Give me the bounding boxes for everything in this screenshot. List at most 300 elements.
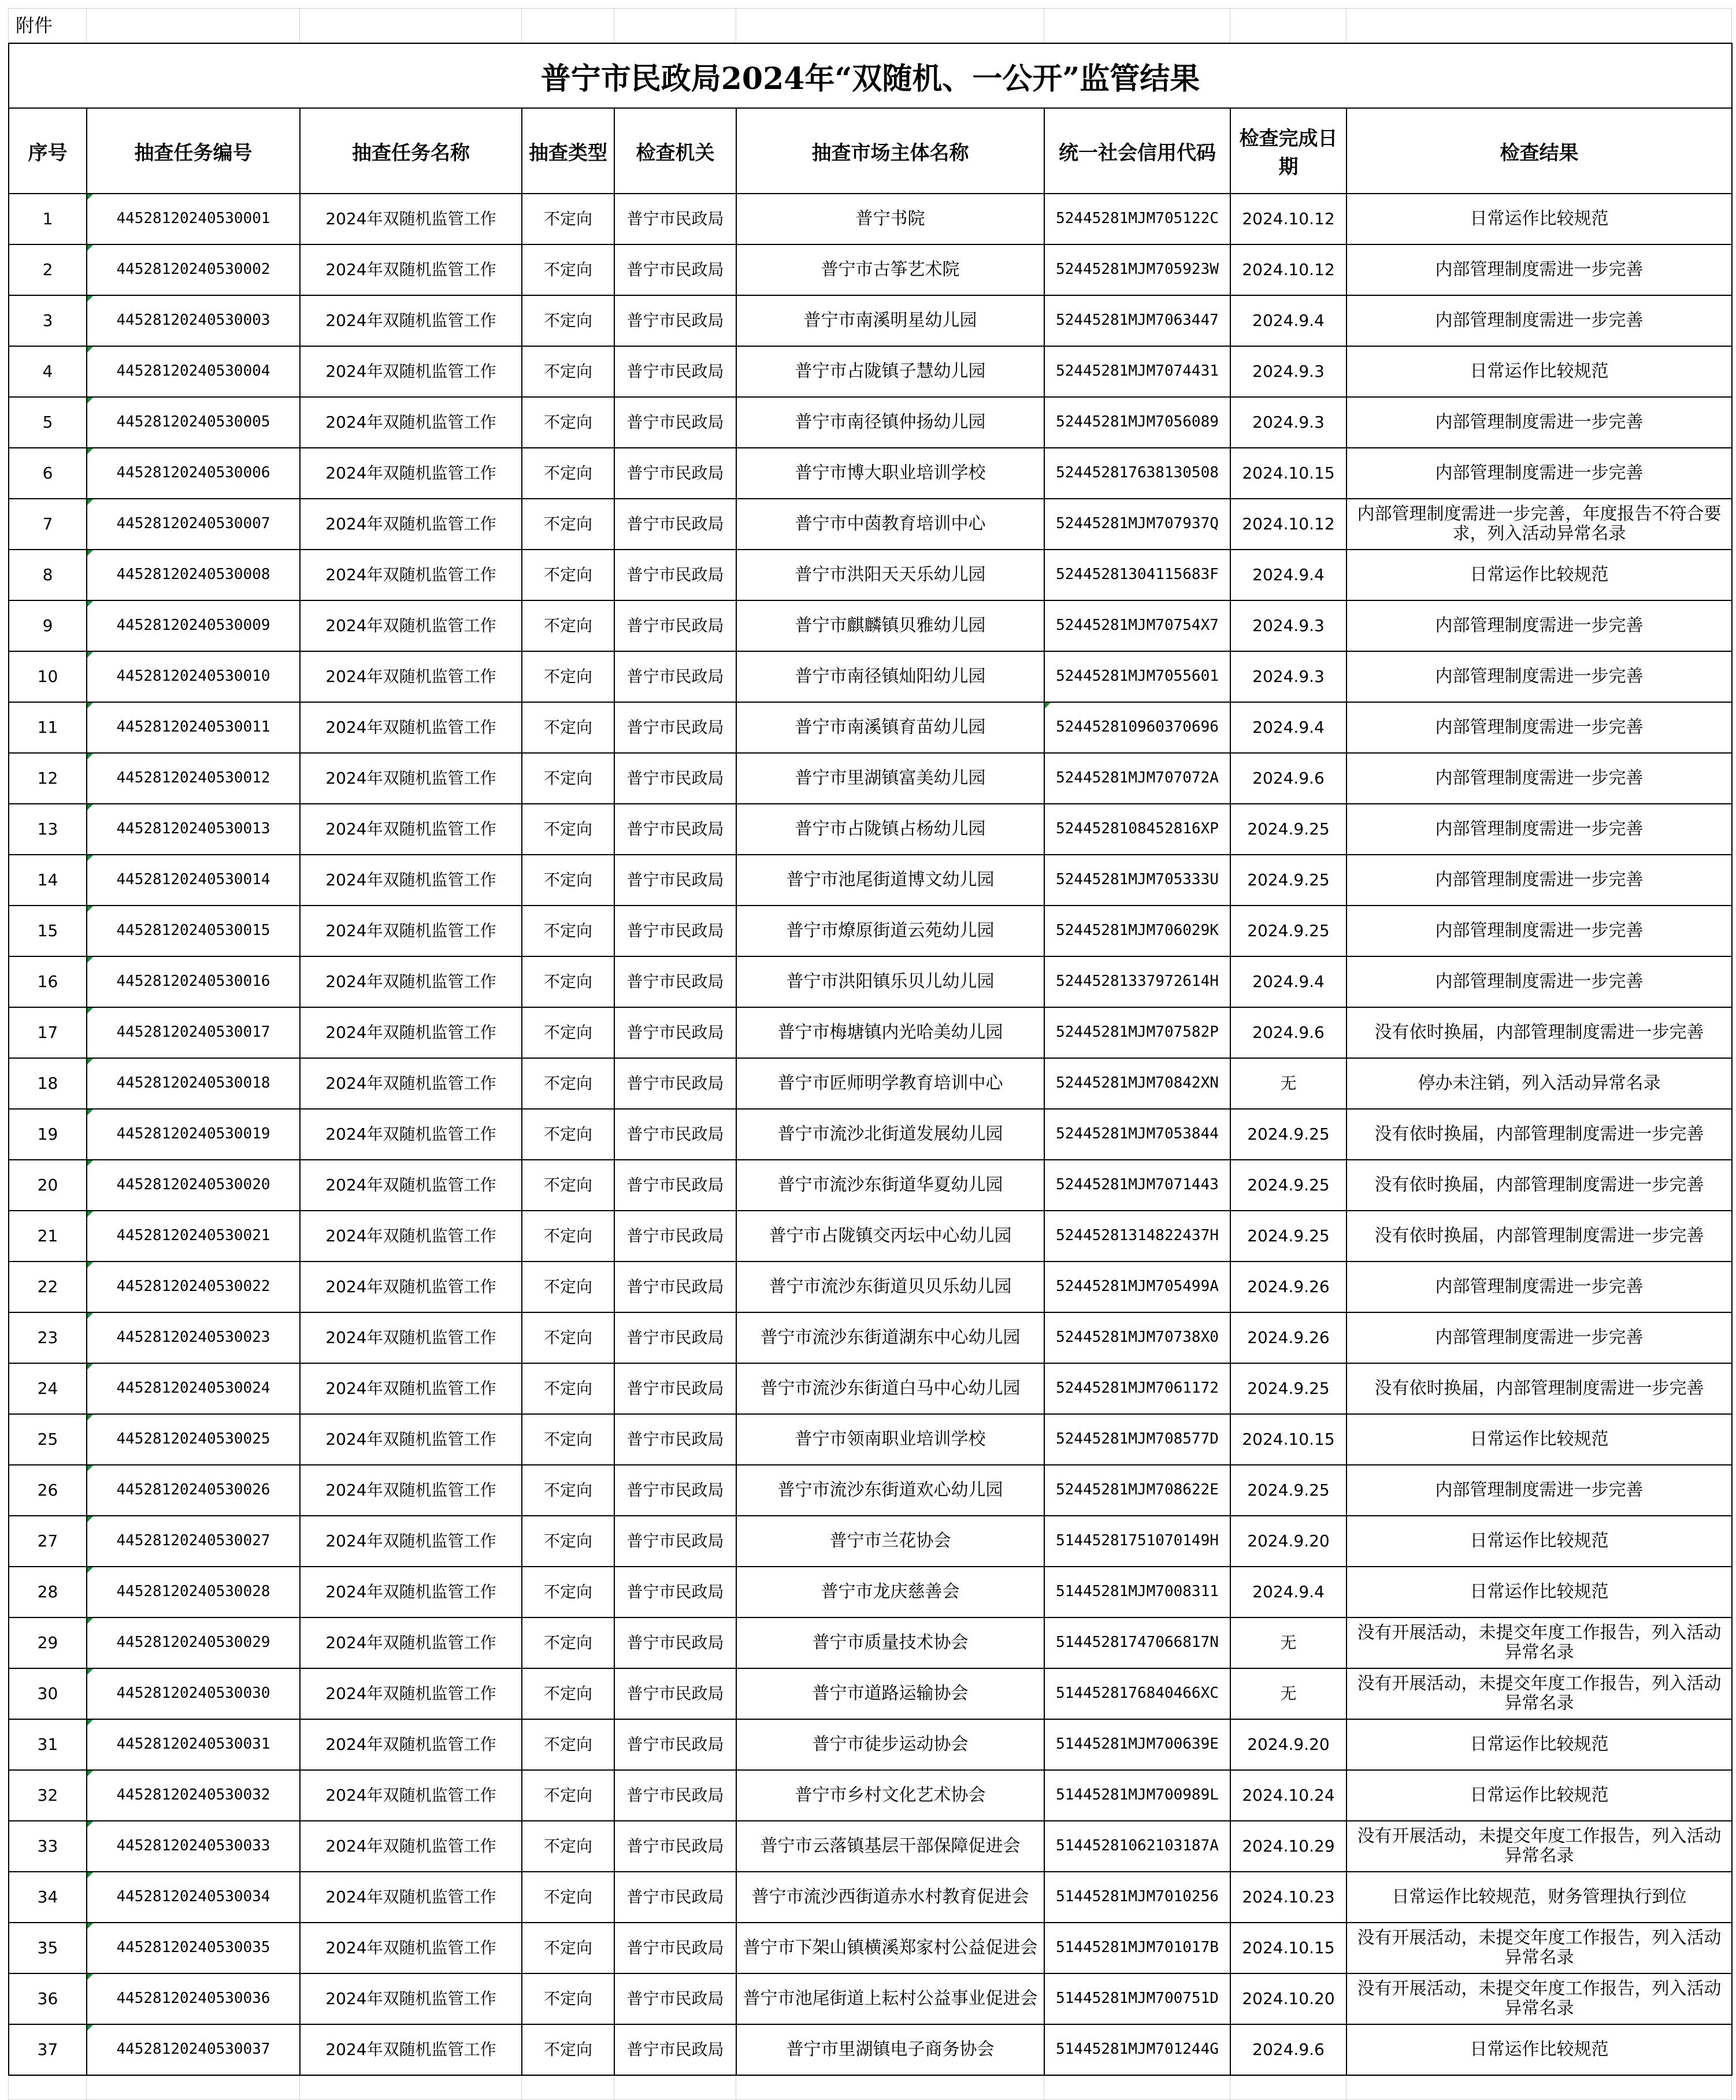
agency-cell[interactable] [614,956,736,1007]
check-type-cell[interactable] [522,1312,614,1363]
serial-cell[interactable] [9,1821,87,1872]
serial-cell[interactable] [9,1973,87,2024]
agency-cell[interactable] [614,1058,736,1109]
check-type-cell[interactable] [522,448,614,499]
credit-code-cell[interactable] [1044,1058,1230,1109]
task-code-cell[interactable] [87,1262,300,1312]
subject-name-cell[interactable] [736,1262,1044,1312]
serial-cell[interactable] [9,1668,87,1719]
result-cell[interactable] [1346,194,1732,244]
subject-name-cell[interactable] [736,702,1044,753]
subject-name-cell[interactable] [736,855,1044,906]
agency-cell[interactable] [614,906,736,956]
agency-cell[interactable] [614,1211,736,1262]
credit-code-cell[interactable] [1044,1770,1230,1821]
completion-date-cell[interactable] [1230,651,1346,702]
check-type-cell[interactable] [522,753,614,804]
credit-code-cell[interactable] [1044,1312,1230,1363]
subject-name-cell[interactable] [736,1007,1044,1058]
check-type-cell[interactable] [522,651,614,702]
check-type-cell[interactable] [522,1007,614,1058]
completion-date-cell[interactable] [1230,1973,1346,2024]
serial-cell[interactable] [9,804,87,855]
check-type-cell[interactable] [522,855,614,906]
subject-name-cell[interactable] [736,1668,1044,1719]
result-cell[interactable] [1346,1160,1732,1211]
subject-name-cell[interactable] [736,1617,1044,1668]
task-name-cell[interactable] [300,753,522,804]
task-code-cell[interactable] [87,1516,300,1567]
completion-date-cell[interactable] [1230,448,1346,499]
check-type-cell[interactable] [522,1058,614,1109]
result-cell[interactable] [1346,244,1732,295]
task-name-cell[interactable] [300,550,522,600]
task-code-cell[interactable] [87,1872,300,1923]
task-code-cell[interactable] [87,295,300,346]
result-cell[interactable] [1346,448,1732,499]
header-cell[interactable]: 抽查市场主体名称 [736,108,1044,194]
check-type-cell[interactable] [522,1363,614,1414]
subject-name-cell[interactable] [736,1363,1044,1414]
task-code-cell[interactable] [87,1668,300,1719]
subject-name-cell[interactable] [736,651,1044,702]
subject-name-cell[interactable] [736,906,1044,956]
credit-code-cell[interactable] [1044,702,1230,753]
header-cell[interactable]: 统一社会信用代码 [1044,108,1230,194]
completion-date-cell[interactable] [1230,1821,1346,1872]
completion-date-cell[interactable] [1230,1058,1346,1109]
serial-cell[interactable] [9,855,87,906]
result-cell[interactable] [1346,1211,1732,1262]
task-name-cell[interactable] [300,1973,522,2024]
subject-name-cell[interactable] [736,1923,1044,1973]
completion-date-cell[interactable] [1230,753,1346,804]
credit-code-cell[interactable] [1044,346,1230,397]
subject-name-cell[interactable] [736,1414,1044,1465]
credit-code-cell[interactable] [1044,804,1230,855]
check-type-cell[interactable] [522,1516,614,1567]
credit-code-cell[interactable] [1044,397,1230,448]
subject-name-cell[interactable] [736,346,1044,397]
task-code-cell[interactable] [87,1923,300,1973]
check-type-cell[interactable] [522,1567,614,1617]
task-name-cell[interactable] [300,1465,522,1516]
task-name-cell[interactable] [300,1872,522,1923]
serial-cell[interactable] [9,956,87,1007]
agency-cell[interactable] [614,346,736,397]
subject-name-cell[interactable] [736,2024,1044,2075]
serial-cell[interactable] [9,1872,87,1923]
check-type-cell[interactable] [522,1465,614,1516]
subject-name-cell[interactable] [736,1109,1044,1160]
result-cell[interactable] [1346,1923,1732,1973]
credit-code-cell[interactable] [1044,2024,1230,2075]
result-cell[interactable] [1346,600,1732,651]
result-cell[interactable] [1346,1262,1732,1312]
completion-date-cell[interactable] [1230,397,1346,448]
task-code-cell[interactable] [87,550,300,600]
page-title[interactable]: 普宁市民政局2024年“双随机、一公开”监管结果 [9,43,1732,108]
completion-date-cell[interactable] [1230,194,1346,244]
completion-date-cell[interactable] [1230,295,1346,346]
check-type-cell[interactable] [522,804,614,855]
serial-cell[interactable] [9,600,87,651]
header-cell[interactable]: 抽查任务名称 [300,108,522,194]
task-code-cell[interactable] [87,753,300,804]
task-name-cell[interactable] [300,397,522,448]
serial-cell[interactable] [9,1109,87,1160]
serial-cell[interactable] [9,1465,87,1516]
credit-code-cell[interactable] [1044,499,1230,550]
task-code-cell[interactable] [87,1465,300,1516]
check-type-cell[interactable] [522,244,614,295]
result-cell[interactable] [1346,1465,1732,1516]
task-code-cell[interactable] [87,906,300,956]
task-code-cell[interactable] [87,397,300,448]
result-cell[interactable] [1346,1414,1732,1465]
credit-code-cell[interactable] [1044,244,1230,295]
serial-cell[interactable] [9,1007,87,1058]
agency-cell[interactable] [614,1668,736,1719]
completion-date-cell[interactable] [1230,2024,1346,2075]
subject-name-cell[interactable] [736,194,1044,244]
serial-cell[interactable] [9,1160,87,1211]
agency-cell[interactable] [614,1923,736,1973]
check-type-cell[interactable] [522,397,614,448]
subject-name-cell[interactable] [736,1160,1044,1211]
agency-cell[interactable] [614,2024,736,2075]
serial-cell[interactable] [9,1211,87,1262]
credit-code-cell[interactable] [1044,1160,1230,1211]
result-cell[interactable] [1346,1109,1732,1160]
subject-name-cell[interactable] [736,1821,1044,1872]
credit-code-cell[interactable] [1044,1007,1230,1058]
task-name-cell[interactable] [300,804,522,855]
serial-cell[interactable] [9,1312,87,1363]
task-code-cell[interactable] [87,1567,300,1617]
task-name-cell[interactable] [300,855,522,906]
task-name-cell[interactable] [300,194,522,244]
header-cell[interactable]: 检查结果 [1346,108,1732,194]
result-cell[interactable] [1346,804,1732,855]
completion-date-cell[interactable] [1230,1007,1346,1058]
completion-date-cell[interactable] [1230,1160,1346,1211]
result-cell[interactable] [1346,1058,1732,1109]
subject-name-cell[interactable] [736,804,1044,855]
completion-date-cell[interactable] [1230,1872,1346,1923]
completion-date-cell[interactable] [1230,1312,1346,1363]
result-cell[interactable] [1346,1516,1732,1567]
subject-name-cell[interactable] [736,1872,1044,1923]
check-type-cell[interactable] [522,1821,614,1872]
subject-name-cell[interactable] [736,499,1044,550]
credit-code-cell[interactable] [1044,753,1230,804]
completion-date-cell[interactable] [1230,1262,1346,1312]
task-code-cell[interactable] [87,2024,300,2075]
result-cell[interactable] [1346,1719,1732,1770]
completion-date-cell[interactable] [1230,1617,1346,1668]
serial-cell[interactable] [9,1719,87,1770]
task-name-cell[interactable] [300,600,522,651]
task-name-cell[interactable] [300,702,522,753]
subject-name-cell[interactable] [736,1211,1044,1262]
result-cell[interactable] [1346,1821,1732,1872]
credit-code-cell[interactable] [1044,1973,1230,2024]
task-code-cell[interactable] [87,855,300,906]
credit-code-cell[interactable] [1044,1465,1230,1516]
agency-cell[interactable] [614,1617,736,1668]
task-code-cell[interactable] [87,1617,300,1668]
serial-cell[interactable] [9,1516,87,1567]
credit-code-cell[interactable] [1044,1262,1230,1312]
completion-date-cell[interactable] [1230,855,1346,906]
check-type-cell[interactable] [522,550,614,600]
agency-cell[interactable] [614,448,736,499]
serial-cell[interactable] [9,397,87,448]
task-name-cell[interactable] [300,1719,522,1770]
task-name-cell[interactable] [300,1923,522,1973]
header-cell[interactable]: 检查完成日期 [1230,108,1346,194]
serial-cell[interactable] [9,1567,87,1617]
serial-cell[interactable] [9,2024,87,2075]
completion-date-cell[interactable] [1230,1567,1346,1617]
completion-date-cell[interactable] [1230,1668,1346,1719]
serial-cell[interactable] [9,1262,87,1312]
credit-code-cell[interactable] [1044,855,1230,906]
credit-code-cell[interactable] [1044,1668,1230,1719]
completion-date-cell[interactable] [1230,906,1346,956]
agency-cell[interactable] [614,1312,736,1363]
task-name-cell[interactable] [300,1109,522,1160]
subject-name-cell[interactable] [736,1719,1044,1770]
credit-code-cell[interactable] [1044,1211,1230,1262]
serial-cell[interactable] [9,295,87,346]
agency-cell[interactable] [614,1465,736,1516]
result-cell[interactable] [1346,1312,1732,1363]
result-cell[interactable] [1346,906,1732,956]
completion-date-cell[interactable] [1230,1516,1346,1567]
subject-name-cell[interactable] [736,1465,1044,1516]
serial-cell[interactable] [9,753,87,804]
serial-cell[interactable] [9,1770,87,1821]
completion-date-cell[interactable] [1230,244,1346,295]
task-code-cell[interactable] [87,1973,300,2024]
check-type-cell[interactable] [522,295,614,346]
completion-date-cell[interactable] [1230,1211,1346,1262]
task-code-cell[interactable] [87,600,300,651]
subject-name-cell[interactable] [736,1312,1044,1363]
agency-cell[interactable] [614,1109,736,1160]
check-type-cell[interactable] [522,1160,614,1211]
agency-cell[interactable] [614,550,736,600]
result-cell[interactable] [1346,702,1732,753]
header-cell[interactable]: 检查机关 [614,108,736,194]
agency-cell[interactable] [614,1160,736,1211]
completion-date-cell[interactable] [1230,499,1346,550]
subject-name-cell[interactable] [736,600,1044,651]
task-name-cell[interactable] [300,1617,522,1668]
serial-cell[interactable] [9,244,87,295]
task-code-cell[interactable] [87,1821,300,1872]
check-type-cell[interactable] [522,956,614,1007]
result-cell[interactable] [1346,855,1732,906]
check-type-cell[interactable] [522,1973,614,2024]
subject-name-cell[interactable] [736,244,1044,295]
task-code-cell[interactable] [87,1363,300,1414]
result-cell[interactable] [1346,1973,1732,2024]
serial-cell[interactable] [9,550,87,600]
task-name-cell[interactable] [300,1821,522,1872]
check-type-cell[interactable] [522,1109,614,1160]
result-cell[interactable] [1346,1617,1732,1668]
agency-cell[interactable] [614,753,736,804]
credit-code-cell[interactable] [1044,1363,1230,1414]
header-cell[interactable]: 序号 [9,108,87,194]
credit-code-cell[interactable] [1044,1923,1230,1973]
result-cell[interactable] [1346,295,1732,346]
task-code-cell[interactable] [87,194,300,244]
subject-name-cell[interactable] [736,1973,1044,2024]
agency-cell[interactable] [614,194,736,244]
task-name-cell[interactable] [300,906,522,956]
credit-code-cell[interactable] [1044,550,1230,600]
completion-date-cell[interactable] [1230,1719,1346,1770]
credit-code-cell[interactable] [1044,1414,1230,1465]
check-type-cell[interactable] [522,600,614,651]
agency-cell[interactable] [614,295,736,346]
serial-cell[interactable] [9,1617,87,1668]
credit-code-cell[interactable] [1044,1567,1230,1617]
completion-date-cell[interactable] [1230,1770,1346,1821]
task-code-cell[interactable] [87,956,300,1007]
agency-cell[interactable] [614,244,736,295]
task-code-cell[interactable] [87,1211,300,1262]
agency-cell[interactable] [614,1770,736,1821]
task-code-cell[interactable] [87,651,300,702]
check-type-cell[interactable] [522,1770,614,1821]
subject-name-cell[interactable] [736,295,1044,346]
credit-code-cell[interactable] [1044,651,1230,702]
credit-code-cell[interactable] [1044,295,1230,346]
agency-cell[interactable] [614,855,736,906]
serial-cell[interactable] [9,1923,87,1973]
task-name-cell[interactable] [300,1414,522,1465]
agency-cell[interactable] [614,1821,736,1872]
header-cell[interactable]: 抽查类型 [522,108,614,194]
task-code-cell[interactable] [87,1770,300,1821]
credit-code-cell[interactable] [1044,448,1230,499]
agency-cell[interactable] [614,804,736,855]
completion-date-cell[interactable] [1230,956,1346,1007]
subject-name-cell[interactable] [736,1567,1044,1617]
check-type-cell[interactable] [522,1617,614,1668]
credit-code-cell[interactable] [1044,1872,1230,1923]
credit-code-cell[interactable] [1044,956,1230,1007]
agency-cell[interactable] [614,1363,736,1414]
task-code-cell[interactable] [87,1312,300,1363]
agency-cell[interactable] [614,1872,736,1923]
check-type-cell[interactable] [522,1719,614,1770]
task-name-cell[interactable] [300,651,522,702]
completion-date-cell[interactable] [1230,1923,1346,1973]
agency-cell[interactable] [614,1567,736,1617]
credit-code-cell[interactable] [1044,1719,1230,1770]
task-code-cell[interactable] [87,499,300,550]
task-name-cell[interactable] [300,1262,522,1312]
attachment-label[interactable]: 附件 [9,9,87,43]
task-code-cell[interactable] [87,244,300,295]
task-name-cell[interactable] [300,1007,522,1058]
result-cell[interactable] [1346,1567,1732,1617]
completion-date-cell[interactable] [1230,804,1346,855]
task-name-cell[interactable] [300,499,522,550]
completion-date-cell[interactable] [1230,1465,1346,1516]
check-type-cell[interactable] [522,1414,614,1465]
check-type-cell[interactable] [522,499,614,550]
serial-cell[interactable] [9,651,87,702]
task-code-cell[interactable] [87,448,300,499]
result-cell[interactable] [1346,499,1732,550]
check-type-cell[interactable] [522,906,614,956]
credit-code-cell[interactable] [1044,1109,1230,1160]
completion-date-cell[interactable] [1230,1363,1346,1414]
subject-name-cell[interactable] [736,550,1044,600]
result-cell[interactable] [1346,651,1732,702]
credit-code-cell[interactable] [1044,1821,1230,1872]
agency-cell[interactable] [614,499,736,550]
task-name-cell[interactable] [300,1363,522,1414]
task-code-cell[interactable] [87,1160,300,1211]
task-code-cell[interactable] [87,346,300,397]
subject-name-cell[interactable] [736,397,1044,448]
serial-cell[interactable] [9,702,87,753]
check-type-cell[interactable] [522,1872,614,1923]
credit-code-cell[interactable] [1044,600,1230,651]
check-type-cell[interactable] [522,1923,614,1973]
task-name-cell[interactable] [300,1567,522,1617]
result-cell[interactable] [1346,753,1732,804]
completion-date-cell[interactable] [1230,1414,1346,1465]
task-name-cell[interactable] [300,295,522,346]
agency-cell[interactable] [614,1262,736,1312]
serial-cell[interactable] [9,194,87,244]
subject-name-cell[interactable] [736,1516,1044,1567]
task-code-cell[interactable] [87,804,300,855]
agency-cell[interactable] [614,702,736,753]
result-cell[interactable] [1346,1363,1732,1414]
check-type-cell[interactable] [522,1211,614,1262]
check-type-cell[interactable] [522,194,614,244]
task-name-cell[interactable] [300,1058,522,1109]
subject-name-cell[interactable] [736,956,1044,1007]
serial-cell[interactable] [9,1414,87,1465]
agency-cell[interactable] [614,1973,736,2024]
agency-cell[interactable] [614,600,736,651]
agency-cell[interactable] [614,397,736,448]
agency-cell[interactable] [614,1719,736,1770]
task-code-cell[interactable] [87,1007,300,1058]
result-cell[interactable] [1346,1872,1732,1923]
task-name-cell[interactable] [300,244,522,295]
task-code-cell[interactable] [87,1719,300,1770]
task-name-cell[interactable] [300,1160,522,1211]
header-cell[interactable]: 抽查任务编号 [87,108,300,194]
result-cell[interactable] [1346,956,1732,1007]
completion-date-cell[interactable] [1230,346,1346,397]
serial-cell[interactable] [9,448,87,499]
task-code-cell[interactable] [87,1414,300,1465]
serial-cell[interactable] [9,346,87,397]
